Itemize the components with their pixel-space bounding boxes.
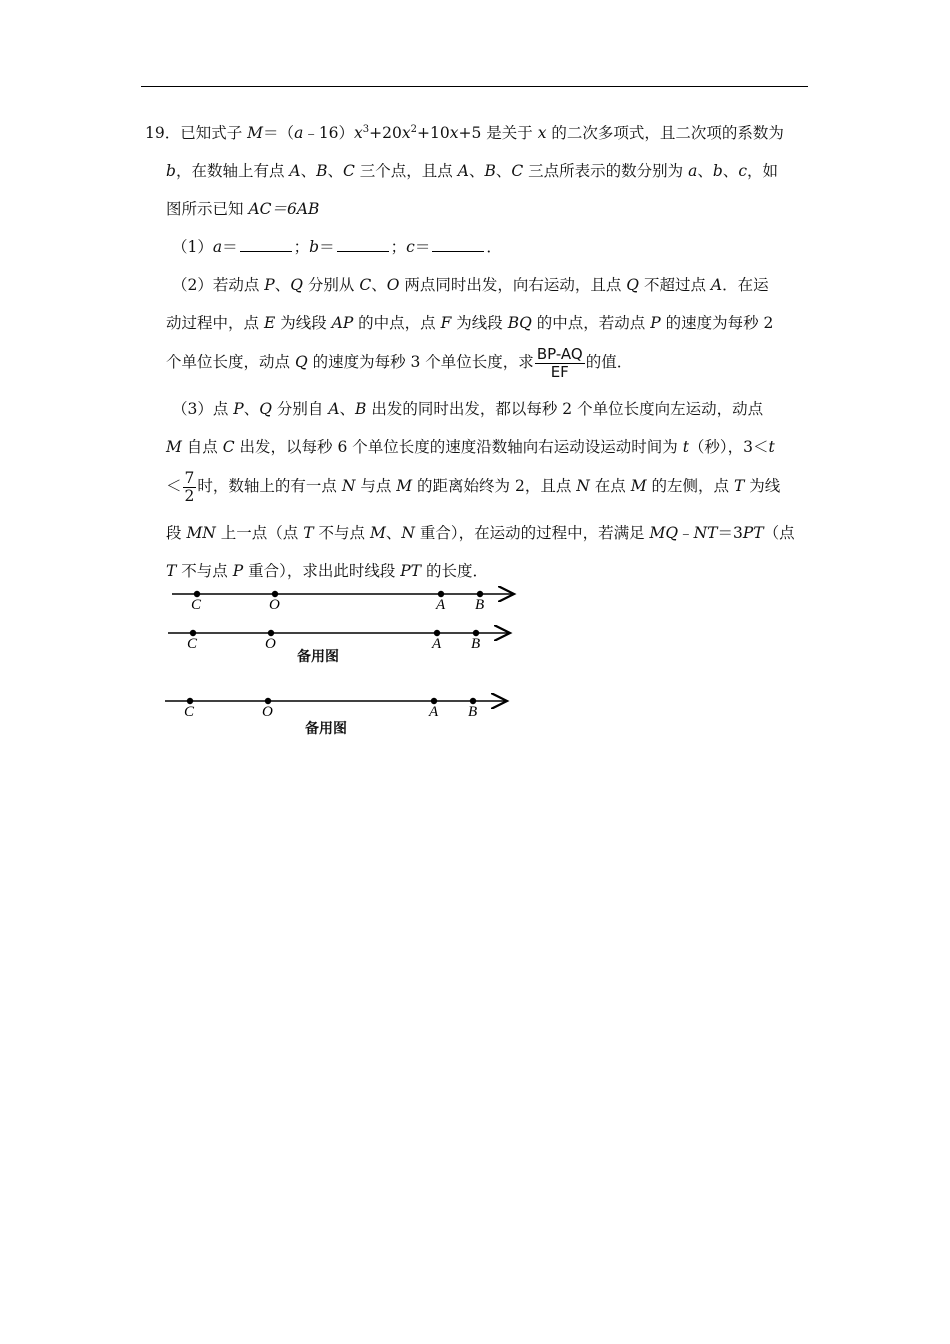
text: （点 bbox=[763, 524, 795, 542]
question-line-1 bbox=[145, 123, 784, 143]
fraction-numerator: 7 bbox=[184, 468, 195, 487]
text: ＝（ bbox=[263, 124, 295, 142]
part-3-line-1 bbox=[172, 399, 763, 419]
header-rule bbox=[141, 86, 808, 87]
var: Q bbox=[290, 276, 303, 294]
text: （3）点 bbox=[172, 400, 234, 418]
text: 、 bbox=[722, 162, 739, 180]
text: 的距离始终为 2，且点 bbox=[412, 477, 577, 495]
var: a bbox=[294, 124, 304, 142]
var: T bbox=[166, 562, 177, 580]
text: （2）若动点 bbox=[172, 276, 265, 294]
var: a bbox=[212, 238, 223, 256]
text: 两点同时出发，向右运动，且点 bbox=[399, 276, 627, 294]
text: 分别自 bbox=[271, 400, 329, 418]
text: ＝ bbox=[222, 238, 238, 256]
part-label: （1） bbox=[172, 238, 213, 256]
text: 不与点 bbox=[313, 524, 370, 542]
text: 三个点，且点 bbox=[354, 162, 458, 180]
label-c: C bbox=[184, 704, 195, 720]
spare-figure-caption-2: 备用图 bbox=[305, 721, 347, 737]
text: 不超过点 bbox=[639, 276, 711, 294]
var: N bbox=[401, 524, 415, 542]
text: ＝ bbox=[319, 238, 335, 256]
exponent: 3 bbox=[362, 124, 370, 135]
var: M bbox=[166, 438, 182, 456]
text: ． bbox=[486, 238, 502, 256]
var: O bbox=[386, 276, 400, 294]
text: 动过程中，点 bbox=[166, 314, 264, 332]
text: 在点 bbox=[589, 477, 631, 495]
var: M bbox=[396, 477, 413, 495]
text: 上一点（点 bbox=[215, 524, 304, 542]
var: A bbox=[457, 162, 469, 180]
equation: AC＝6AB bbox=[248, 200, 320, 218]
text: 的左侧，点 bbox=[646, 477, 734, 495]
var: B bbox=[484, 162, 496, 180]
answer-blank-c[interactable] bbox=[432, 237, 484, 252]
text: 为线 bbox=[744, 477, 781, 495]
var: M bbox=[247, 124, 264, 142]
fraction-seven-halves bbox=[183, 470, 197, 505]
var: Q bbox=[259, 400, 272, 418]
text: 重合），在运动的过程中，若满足 bbox=[414, 524, 650, 542]
text: 的中点，点 bbox=[353, 314, 441, 332]
label-b: B bbox=[471, 636, 481, 652]
exponent: 2 bbox=[410, 124, 418, 135]
var: b bbox=[166, 162, 176, 180]
var: x bbox=[537, 124, 547, 142]
var: A bbox=[328, 400, 340, 418]
var: E bbox=[263, 314, 276, 332]
var: c bbox=[738, 162, 747, 180]
var: N bbox=[341, 477, 356, 495]
var: b bbox=[309, 238, 320, 256]
label-o: O bbox=[269, 597, 280, 613]
text: 的长度． bbox=[421, 562, 488, 580]
part-2-line-1 bbox=[172, 275, 769, 295]
text: 图所示已知 bbox=[166, 200, 249, 218]
text: ，在数轴上有点 bbox=[175, 162, 290, 180]
part-3-line-2 bbox=[166, 437, 775, 457]
text: 已知式子 bbox=[180, 124, 248, 142]
text: ； bbox=[293, 238, 310, 256]
number-line-spare-2 bbox=[165, 698, 507, 720]
text: 为线段 bbox=[275, 314, 332, 332]
label-b: B bbox=[468, 704, 478, 720]
text: （秒），3＜ bbox=[688, 438, 769, 456]
text: ﹣16） bbox=[303, 124, 355, 142]
text: 自点 bbox=[181, 438, 223, 456]
var: B bbox=[355, 400, 367, 418]
text: 、 bbox=[468, 162, 485, 180]
part-2-line-3 bbox=[166, 344, 632, 381]
text: 、 bbox=[243, 400, 260, 418]
text: ＝ bbox=[414, 238, 431, 256]
var: x bbox=[449, 124, 459, 142]
text: 出发的同时出发，都以每秒 2 个单位长度向左运动，动点 bbox=[366, 400, 764, 418]
part-2-line-2 bbox=[166, 313, 773, 333]
label-o: O bbox=[262, 704, 273, 720]
var: P bbox=[264, 276, 275, 294]
text: 与点 bbox=[355, 477, 397, 495]
var: c bbox=[406, 238, 415, 256]
var: C bbox=[511, 162, 524, 180]
answer-blank-a[interactable] bbox=[240, 237, 292, 252]
text: 、 bbox=[697, 162, 713, 180]
text: 、 bbox=[385, 524, 402, 542]
answer-blank-b[interactable] bbox=[337, 237, 389, 252]
text: 的值． bbox=[585, 353, 633, 371]
text: 三点所表示的数分别为 bbox=[523, 162, 689, 180]
var: BQ bbox=[507, 314, 532, 332]
var: P bbox=[233, 400, 244, 418]
text: 分别从 bbox=[302, 276, 360, 294]
question-number: 19． bbox=[145, 124, 181, 142]
var: NT bbox=[693, 524, 718, 542]
text: 、 bbox=[495, 162, 512, 180]
text: 时，数轴上的有一点 bbox=[197, 477, 342, 495]
text: +5 是关于 bbox=[458, 124, 538, 142]
label-a: A bbox=[432, 636, 442, 652]
fraction-bp-aq-over-ef bbox=[535, 346, 585, 381]
var: PT bbox=[742, 524, 764, 542]
var: Q bbox=[626, 276, 640, 294]
label-a: A bbox=[429, 704, 439, 720]
var: A bbox=[710, 276, 723, 294]
text: ； bbox=[390, 238, 407, 256]
label-o: O bbox=[265, 636, 276, 652]
text: 的中点，若动点 bbox=[531, 314, 651, 332]
var: x bbox=[401, 124, 411, 142]
text: ，如 bbox=[747, 162, 779, 180]
part-3-line-3 bbox=[166, 468, 780, 505]
text: 重合），求出此时线段 bbox=[243, 562, 401, 580]
var: T bbox=[303, 524, 314, 542]
var: N bbox=[576, 477, 590, 495]
text: 的速度为每秒 2 bbox=[660, 314, 774, 332]
text: ．在运 bbox=[722, 276, 769, 294]
text: 的二次多项式，且二次项的系数为 bbox=[546, 124, 784, 142]
label-c: C bbox=[187, 636, 198, 652]
number-line-spare-1 bbox=[168, 630, 510, 652]
var: PT bbox=[400, 562, 422, 580]
var: M bbox=[369, 524, 386, 542]
fraction-numerator: BP-AQ bbox=[536, 344, 583, 363]
var: M bbox=[630, 477, 647, 495]
label-c: C bbox=[191, 597, 202, 613]
text: +20 bbox=[369, 124, 402, 142]
text: ＝3 bbox=[717, 524, 743, 542]
part-3-line-5 bbox=[166, 561, 488, 581]
text: 、 bbox=[327, 162, 343, 180]
text: 个单位长度，动点 bbox=[166, 353, 295, 371]
var: t bbox=[682, 438, 689, 456]
fraction-denominator: EF bbox=[550, 362, 569, 381]
var: B bbox=[316, 162, 328, 180]
var: C bbox=[222, 438, 235, 456]
var: C bbox=[343, 162, 355, 180]
text: 的速度为每秒 3 个单位长度，求 bbox=[307, 353, 534, 371]
var: P bbox=[232, 562, 244, 580]
var: A bbox=[289, 162, 301, 180]
var: x bbox=[354, 124, 363, 142]
text: 、 bbox=[274, 276, 291, 294]
var: b bbox=[712, 162, 723, 180]
number-line-main bbox=[172, 591, 514, 613]
question-line-3 bbox=[166, 199, 319, 219]
var: F bbox=[440, 314, 452, 332]
part-3-line-4 bbox=[166, 523, 795, 543]
label-b: B bbox=[475, 597, 485, 613]
text: 、 bbox=[300, 162, 317, 180]
spare-figure-caption-1: 备用图 bbox=[297, 649, 339, 665]
text: 不与点 bbox=[176, 562, 233, 580]
var: T bbox=[733, 477, 745, 495]
text: 段 bbox=[166, 524, 187, 542]
var: AP bbox=[331, 314, 354, 332]
text: 出发，以每秒 6 个单位长度的速度沿数轴向右运动设运动时间为 bbox=[234, 438, 683, 456]
text: 、 bbox=[371, 276, 387, 294]
text: ﹣ bbox=[678, 524, 694, 542]
var: a bbox=[688, 162, 698, 180]
var: P bbox=[650, 314, 661, 332]
var: C bbox=[359, 276, 372, 294]
var: MN bbox=[186, 524, 216, 542]
text: ＜ bbox=[166, 477, 182, 495]
part-1 bbox=[172, 237, 502, 257]
text: +10 bbox=[417, 124, 450, 142]
text: 为线段 bbox=[451, 314, 508, 332]
fraction-denominator: 2 bbox=[184, 486, 195, 505]
question-line-2 bbox=[166, 161, 778, 181]
var: MQ bbox=[649, 524, 679, 542]
label-a: A bbox=[436, 597, 446, 613]
var: t bbox=[768, 438, 775, 456]
text: 、 bbox=[339, 400, 356, 418]
var: Q bbox=[294, 353, 308, 371]
